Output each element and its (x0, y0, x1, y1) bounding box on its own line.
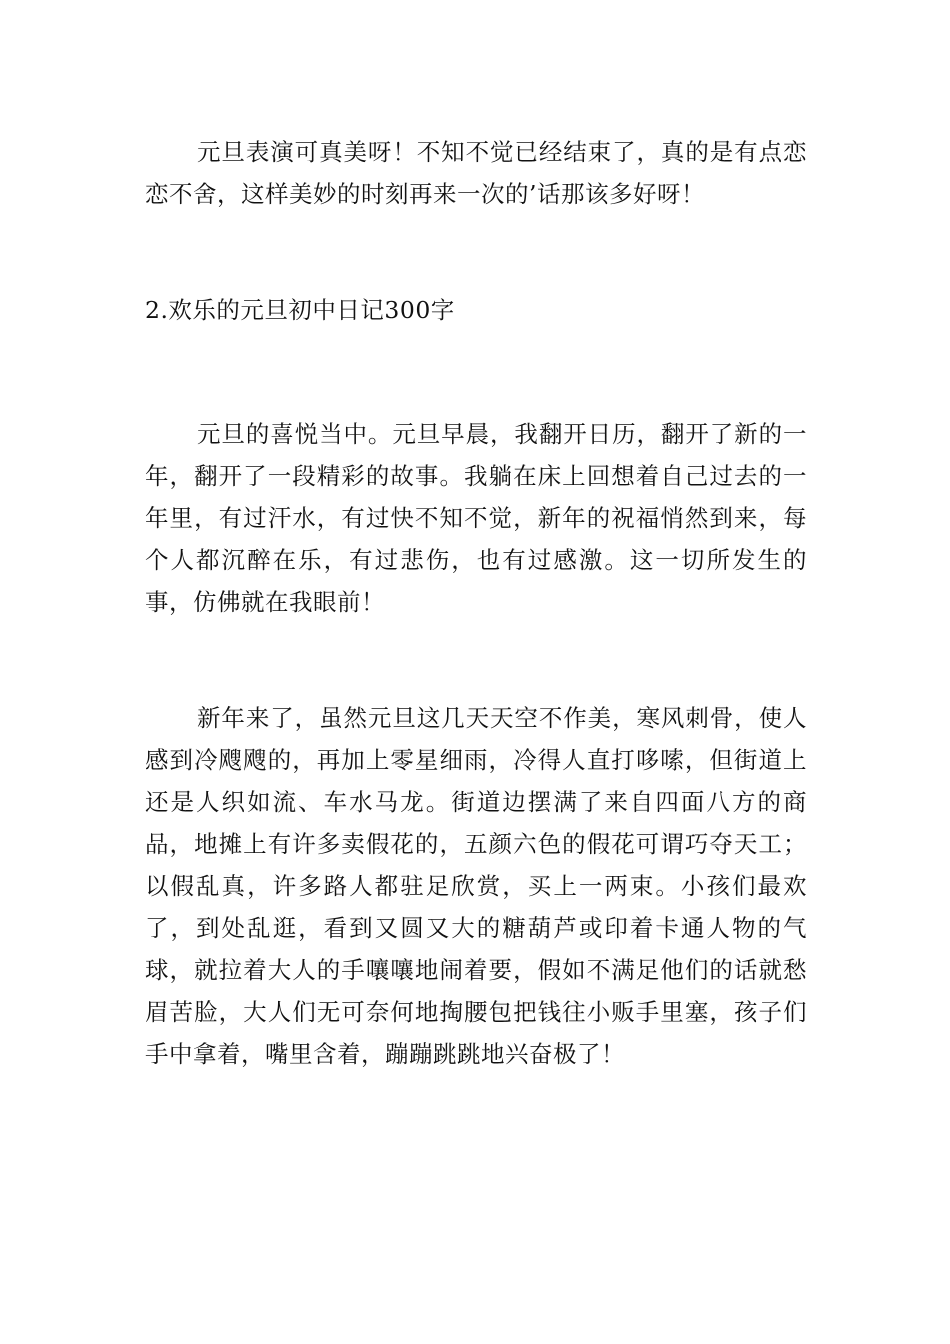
spacer (145, 623, 807, 697)
spacer (145, 331, 807, 413)
spacer (145, 215, 807, 289)
section-heading: 2.欢乐的元旦初中日记300字 (145, 296, 455, 324)
paragraph-new-year-morning: 元旦的喜悦当中。元旦早晨，我翻开日历，翻开了新的一年，翻开了一段精彩的故事。我躺在床上回想着自己过去的一年里，有过汗水，有过快不知不觉，新年的祝福悄然到来，每个人都沉醉在乐，有过悲伤，也有过感激。这一切所发生的事，仿佛就在我眼前！ (145, 420, 807, 616)
paragraph-performance-ending: 元旦表演可真美呀！不知不觉已经结束了，真的是有点恋恋不舍，这样美妙的时刻再来一次的’话那该多好呀！ (145, 138, 807, 208)
document-page (145, 131, 807, 1075)
paragraph-street-scene: 新年来了，虽然元旦这几天天空不作美，寒风刺骨，使人感到冷飕飕的，再加上零星细雨，冷得人直打哆嗦，但街道上还是人织如流、车水马龙。街道边摆满了来自四面八方的商品，地摊上有许多卖假花的，五颜六色的假花可谓巧夺天工；以假乱真，许多路人都驻足欣赏，买上一两束。小孩们最欢了，到处乱逛，看到又圆又大的糖葫芦或印着卡通人物的气球，就拉着大人的手嚷嚷地闹着要，假如不满足他们的话就愁眉苦脸，大人们无可奈何地掏腰包把钱往小贩手里塞，孩子们手中拿着，嘴里含着，蹦蹦跳跳地兴奋极了！ (145, 704, 807, 1068)
